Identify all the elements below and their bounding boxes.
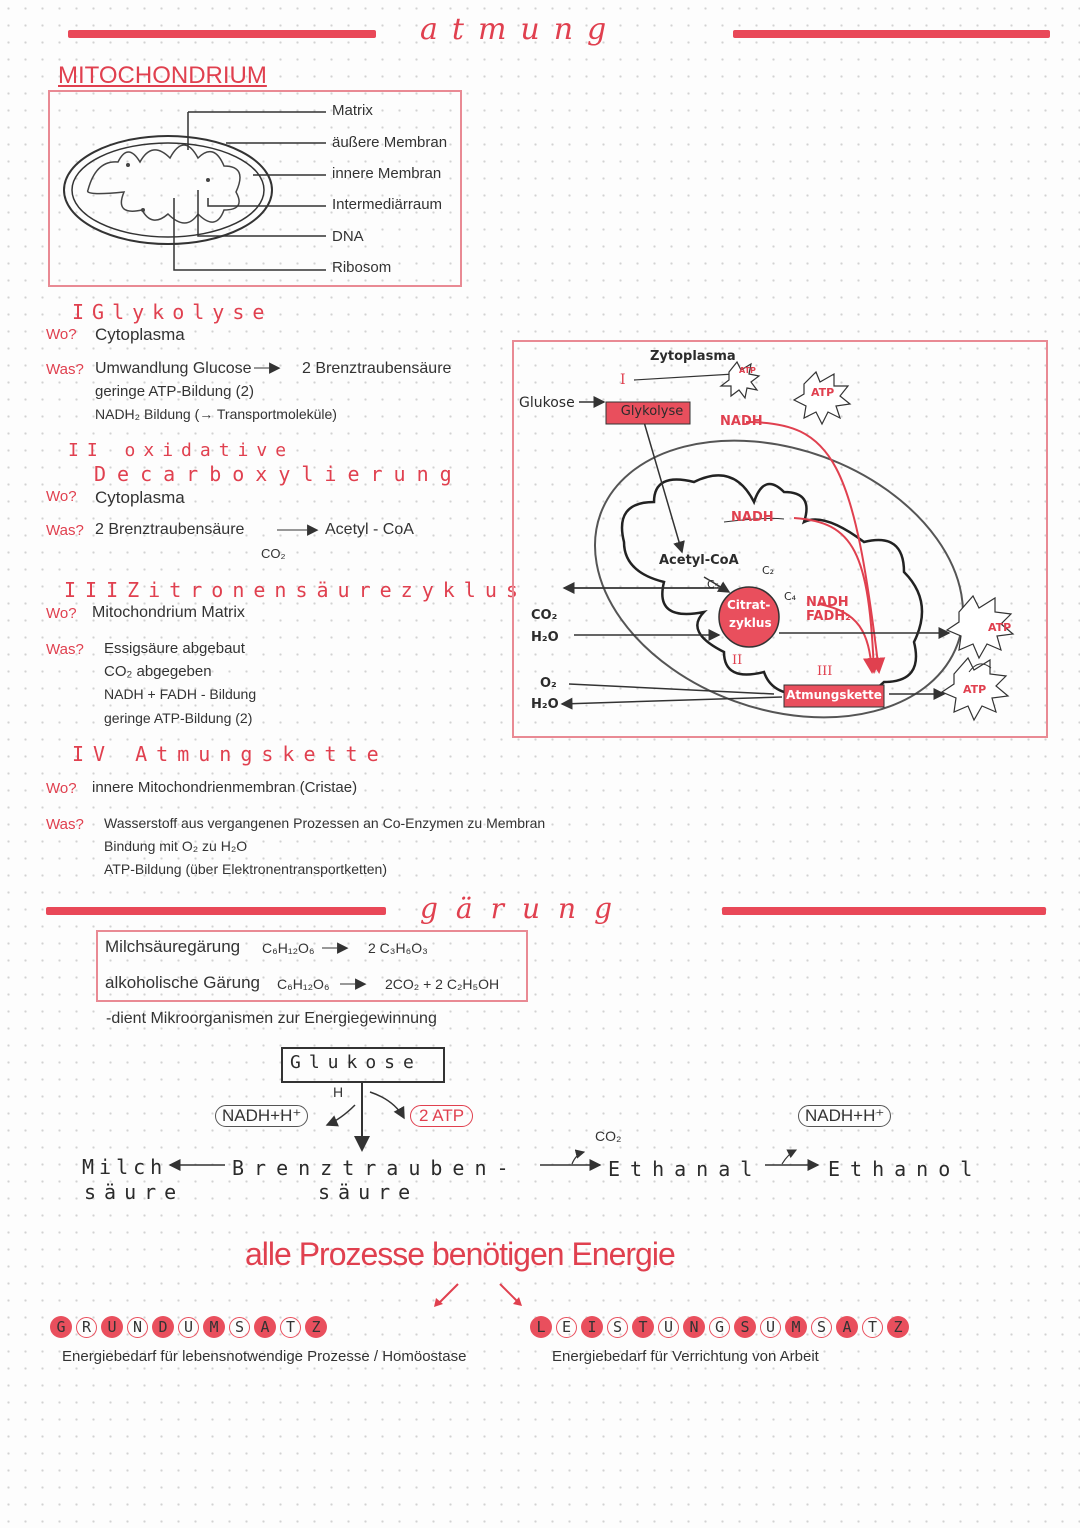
- sec2-to: Acetyl - CoA: [325, 521, 414, 538]
- diag-numeral-3: III: [817, 664, 833, 679]
- alk-eq-1: C₆H₁₂O₆: [277, 976, 330, 992]
- sec1-numeral: I: [72, 300, 93, 324]
- diag-glukose: Glukose: [519, 395, 575, 411]
- sec3-line-4: geringe ATP-Bildung (2): [104, 710, 253, 726]
- sec1-line-2: 2 Brenztraubensäure: [302, 360, 452, 377]
- sec4-wo: innere Mitochondrienmembran (Cristae): [92, 779, 358, 796]
- leistungsumsatz-letter: S: [734, 1316, 756, 1338]
- grundumsatz-letter: T: [280, 1317, 301, 1338]
- mito-title: MITOCHONDRIUM: [58, 62, 267, 89]
- gaerung-rule-right: [722, 907, 1046, 915]
- sec2-title-2: Decarboxylierung: [94, 462, 463, 486]
- diag-acetyl: Acetyl-CoA: [659, 553, 739, 568]
- sec3-heading: [64, 578, 527, 602]
- sec4-line-3: ATP-Bildung (über Elektronentransportketten): [104, 861, 387, 877]
- diag-numeral-1: I: [620, 372, 626, 388]
- sec2-from: 2 Brenztraubensäure: [95, 521, 245, 538]
- grundumsatz-letter: S: [229, 1317, 250, 1338]
- leistungsumsatz-letter: U: [658, 1317, 679, 1338]
- gaerung-nadh-1: NADH+H⁺: [215, 1105, 308, 1127]
- diag-atp-1: ATP: [739, 366, 756, 375]
- energie-arrows: [420, 1280, 540, 1310]
- diag-c4: C₄: [784, 590, 797, 603]
- gaerung-milchsaeure-2: säure: [84, 1180, 185, 1204]
- gaerung-co2: CO₂: [595, 1128, 622, 1144]
- diag-co2: CO₂: [531, 608, 558, 623]
- leistungsumsatz-letter: N: [683, 1316, 705, 1338]
- grundumsatz-letter: U: [178, 1317, 199, 1338]
- mito-label-innere-membran: innere Membran: [332, 165, 442, 182]
- alk-label: alkoholische Gärung: [105, 973, 260, 992]
- leistungsumsatz-letter: T: [862, 1317, 883, 1338]
- diag-atp-4: ATP: [963, 683, 987, 696]
- diag-nadh-2: NADH: [731, 510, 774, 525]
- diag-o2: O₂: [540, 676, 557, 691]
- gaerung-atp: 2 ATP: [410, 1105, 473, 1127]
- sec3-was-q: Was?: [46, 641, 84, 658]
- milch-eq-arrow: —▶: [322, 939, 349, 956]
- sec2-wo-q: Wo?: [46, 488, 77, 505]
- leistungsumsatz-letter: T: [632, 1316, 654, 1338]
- sec4-was-q: Was?: [46, 816, 84, 833]
- sec3-numeral: III: [64, 578, 128, 602]
- sec1-title: Glykolyse: [92, 300, 273, 324]
- sec3-wo: Mitochondrium Matrix: [92, 604, 245, 621]
- mito-label-intermediarraum: Intermediärraum: [332, 196, 443, 213]
- grundumsatz-letter: N: [127, 1317, 148, 1338]
- sec1-line-4: NADH₂ Bildung (→ Transportmoleküle): [95, 406, 337, 422]
- leistungsumsatz-letter: U: [760, 1317, 781, 1338]
- diag-citrat-1: Citrat-: [727, 598, 771, 612]
- diag-atp-3: ATP: [988, 621, 1012, 634]
- leistungsumsatz-letter: G: [709, 1317, 730, 1338]
- mito-label-aussere-membran: äußere Membran: [332, 134, 448, 151]
- gaerung-nadh-2: NADH+H⁺: [798, 1105, 891, 1127]
- gaerung-milchsaeure-1: Milch: [82, 1155, 168, 1179]
- mitochondrium-diagram: [48, 90, 460, 286]
- leistungsumsatz-text: Energiebedarf für Verrichtung von Arbeit: [552, 1348, 819, 1365]
- sec1-wo: Cytoplasma: [95, 325, 185, 344]
- diag-atmungskette: Atmungskette: [786, 688, 882, 702]
- diag-glykolyse: Glykolyse: [620, 404, 684, 419]
- gaerung-title: gärung: [420, 892, 630, 925]
- grundumsatz: [50, 1316, 331, 1338]
- diag-nadh-3: NADH: [806, 595, 849, 610]
- atmung-overview-diagram: [514, 342, 1046, 736]
- sec4-wo-q: Wo?: [46, 780, 77, 797]
- diag-fadh: FADH₂: [806, 609, 851, 624]
- sec2-heading-1: [68, 440, 294, 461]
- sec3-line-2: CO₂ abgegeben: [104, 663, 212, 680]
- sec2-wo: Cytoplasma: [95, 488, 185, 507]
- sec4-title: Atmungskette: [135, 742, 388, 766]
- sec3-line-3: NADH + FADH - Bildung: [104, 686, 257, 702]
- sec3-wo-q: Wo?: [46, 605, 77, 622]
- milch-eq-2: 2 C₃H₆O₃: [368, 940, 428, 956]
- gaerung-ethanal: Ethanal: [608, 1157, 763, 1181]
- grundumsatz-letter: M: [203, 1316, 225, 1338]
- mito-label-matrix: Matrix: [332, 102, 373, 119]
- sec1-arrow: —▶: [254, 359, 281, 376]
- sec1-line-1: Umwandlung Glucose: [95, 360, 252, 377]
- mito-label-ribosom: Ribosom: [332, 259, 392, 276]
- sec4-line-1: Wasserstoff aus vergangenen Prozessen an Co-Enzymen zu Membran: [104, 815, 546, 831]
- header-rule-left: [68, 30, 376, 38]
- leistungsumsatz-letter: Z: [887, 1316, 909, 1338]
- diag-c2: C₂: [762, 564, 775, 577]
- milch-label: Milchsäuregärung: [105, 937, 241, 956]
- diag-h2o-1: H₂O: [531, 630, 559, 645]
- sec2-arrow: ——▶: [277, 521, 319, 538]
- grundumsatz-letter: A: [254, 1316, 276, 1338]
- mito-label-dna: DNA: [332, 228, 364, 245]
- sec2-co2: CO₂: [261, 546, 286, 561]
- grundumsatz-letter: Z: [305, 1316, 327, 1338]
- gaerung-rule-left: [46, 907, 386, 915]
- leistungsumsatz-letter: S: [811, 1317, 832, 1338]
- sec1-wo-q: Wo?: [46, 326, 77, 343]
- arrow-glykolyse-acetyl: [644, 422, 682, 552]
- sec3-line-1: Essigsäure abgebaut: [104, 640, 245, 657]
- gaerung-note: -dient Mikroorganismen zur Energiegewinnung: [106, 1010, 437, 1027]
- sec2-was-q: Was?: [46, 522, 84, 539]
- leistungsumsatz-letter: L: [530, 1316, 552, 1338]
- diag-atp-2: ATP: [811, 386, 835, 399]
- diag-h2o-2: H₂O: [531, 697, 559, 712]
- alk-eq-2: 2CO₂ + 2 C₂H₅OH: [385, 976, 500, 992]
- sec1-was-q: Was?: [46, 361, 84, 378]
- leistungsumsatz: [530, 1316, 913, 1338]
- sec4-line-2: Bindung mit O₂ zu H₂O: [104, 838, 248, 854]
- grundumsatz-letter: U: [101, 1316, 123, 1338]
- grundumsatz-letter: D: [152, 1316, 174, 1338]
- diag-nadh-1: NADH: [720, 414, 763, 429]
- diag-citrat-2: zyklus: [729, 616, 772, 630]
- sec1-heading: [72, 300, 272, 324]
- leistungsumsatz-letter: S: [607, 1317, 628, 1338]
- gaerung-glukose: Glukose: [290, 1052, 422, 1073]
- leistungsumsatz-letter: I: [581, 1316, 603, 1338]
- grundumsatz-text: Energiebedarf für lebensnotwendige Prozesse / Homöostase: [62, 1348, 467, 1365]
- grundumsatz-letter: G: [50, 1316, 72, 1338]
- grundumsatz-letter: R: [76, 1317, 97, 1338]
- sec1-line-3: geringe ATP-Bildung (2): [95, 383, 254, 400]
- diag-numeral-2: II: [732, 653, 743, 668]
- energie-headline: alle Prozesse benötigen Energie: [245, 1236, 675, 1272]
- leistungsumsatz-letter: M: [785, 1316, 807, 1338]
- diag-zytoplasma: Zytoplasma: [650, 349, 736, 364]
- gaerung-brenz-2: säure: [318, 1180, 419, 1204]
- header-rule-right: [733, 30, 1050, 38]
- leistungsumsatz-letter: E: [556, 1317, 577, 1338]
- leistungsumsatz-letter: A: [836, 1316, 858, 1338]
- gaerung-brenz-1: Brenztrauben-: [232, 1156, 519, 1180]
- sec3-title: Zitronensäurezyklus: [127, 578, 527, 602]
- header-title: atmung: [420, 12, 621, 47]
- sec4-heading: [72, 742, 388, 766]
- milch-eq-1: C₆H₁₂O₆: [262, 940, 315, 956]
- gaerung-h: H: [333, 1084, 344, 1100]
- diag-c5: C₅: [707, 578, 720, 591]
- alk-eq-arrow: —▶: [340, 975, 367, 992]
- sec2-numeral: II: [68, 440, 106, 461]
- gaerung-ethanol: Ethanol: [828, 1157, 983, 1181]
- sec2-title-1: oxidative: [124, 440, 295, 461]
- sec4-numeral: IV: [72, 742, 115, 766]
